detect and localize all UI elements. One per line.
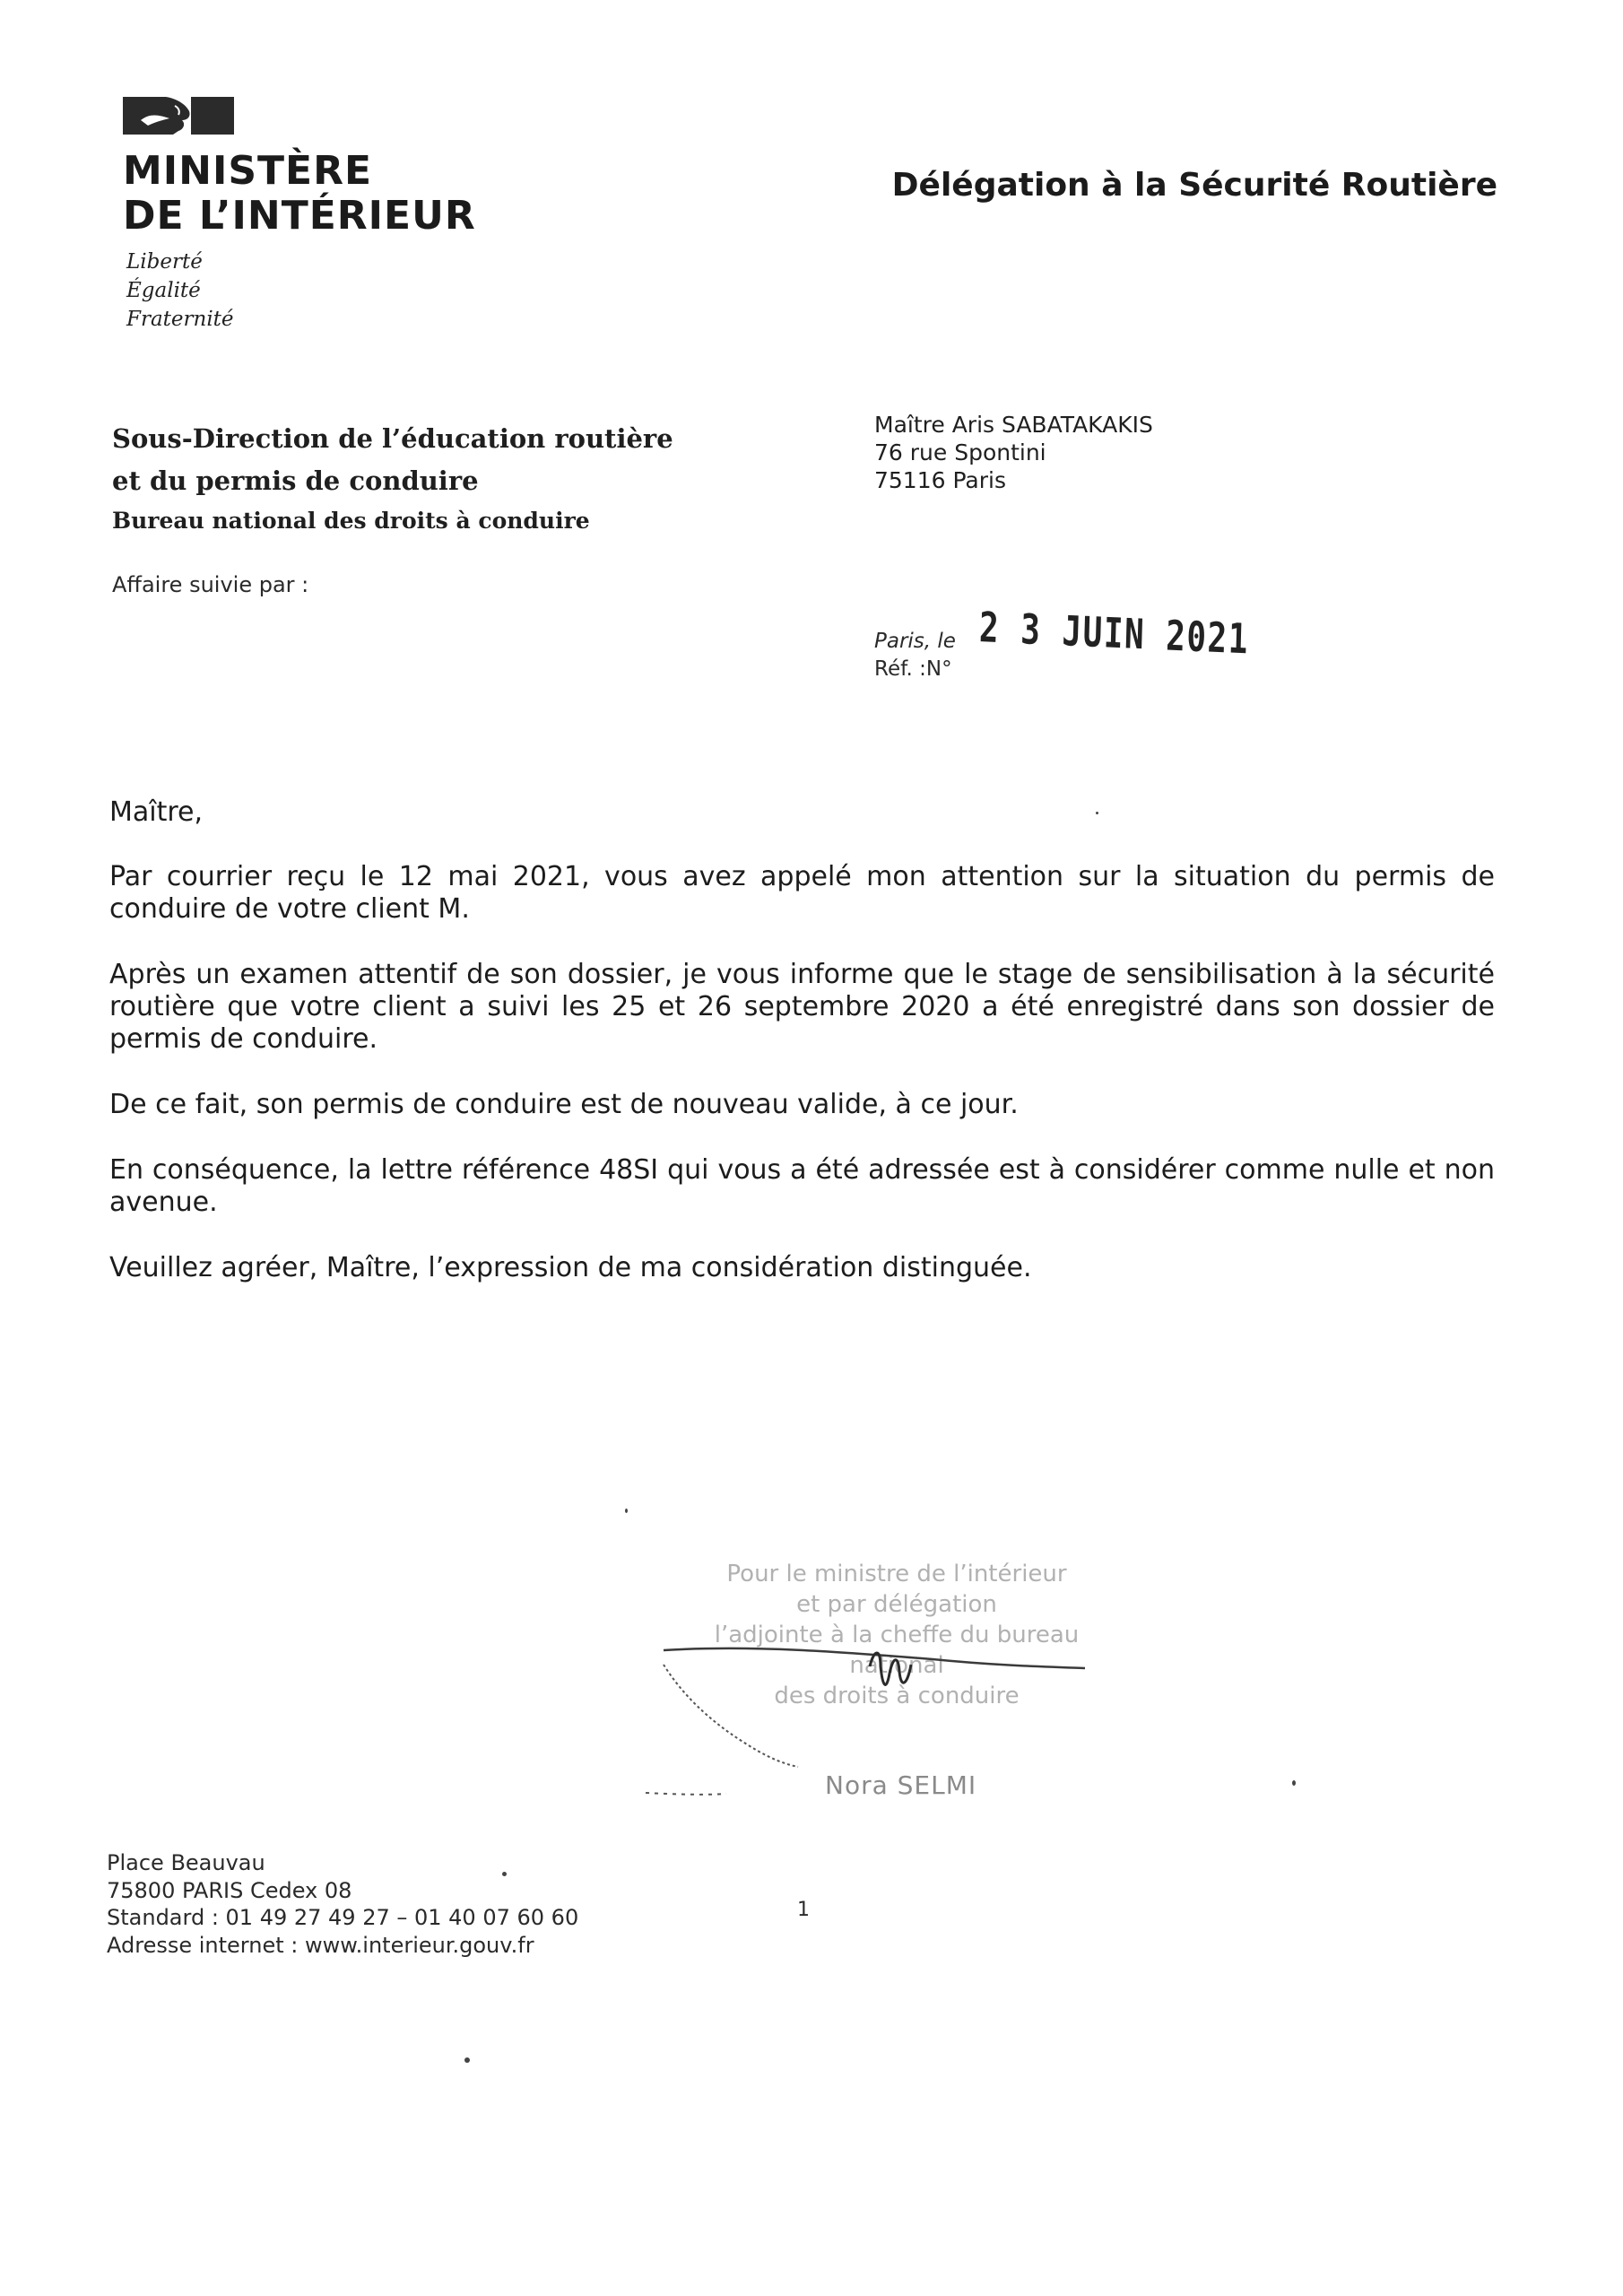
salutation: Maître, bbox=[109, 796, 204, 828]
stamp-line: Pour le ministre de l’intérieur bbox=[726, 1561, 1067, 1587]
signature-block bbox=[646, 1559, 1148, 1810]
marianne-logo-icon bbox=[123, 93, 234, 138]
motto-liberte: Liberté bbox=[126, 250, 203, 274]
stamp-line: l’adjointe à la cheffe du bureau national bbox=[714, 1622, 1080, 1679]
date-stamp: 2 3 JUIN 2021 bbox=[978, 603, 1250, 664]
footer-website: Adresse internet : www.interieur.gouv.fr bbox=[107, 1932, 534, 1958]
recipient-name: Maître Aris SABATAKAKIS bbox=[874, 412, 1153, 438]
body-paragraph: En conséquence, la lettre référence 48SI qui vous a été adressée est à considérer comme nulle et non avenue. bbox=[109, 1154, 1495, 1218]
body-paragraph: De ce fait, son permis de conduire est de nouveau valide, à ce jour. bbox=[109, 1089, 1019, 1120]
footer-line2: 75800 PARIS Cedex 08 bbox=[107, 1877, 352, 1903]
delegation-title: Délégation à la Sécurité Routière bbox=[891, 167, 1497, 204]
stamp-line: et par délégation bbox=[796, 1591, 997, 1618]
date-label: Paris, le bbox=[874, 630, 956, 653]
service-line3: Bureau national des droits à conduire bbox=[112, 508, 590, 534]
recipient-address bbox=[874, 411, 1153, 494]
body-paragraph: Après un examen attentif de son dossier, je vous informe que le stage de sensibilisation à la sécurité routière que votre client a suivi les 25 et 26 septembre 2020 a été enregistré dans son dossier de permis de conduire. bbox=[109, 959, 1495, 1055]
service-line1: Sous-Direction de l’éducation routière bbox=[112, 423, 673, 454]
republic-motto bbox=[126, 248, 234, 334]
affaire-suivie-label: Affaire suivie par : bbox=[112, 572, 309, 597]
scan-speck bbox=[464, 2057, 470, 2063]
ministry-name-line2: DE L’INTÉRIEUR bbox=[123, 193, 476, 239]
closing-formula: Veuillez agréer, Maître, l’expression de ma considération distinguée. bbox=[109, 1252, 1032, 1283]
footer-address bbox=[107, 1849, 578, 1959]
ministry-name-line1: MINISTÈRE bbox=[123, 148, 373, 194]
recipient-city: 75116 Paris bbox=[874, 467, 1006, 493]
recipient-street: 76 rue Spontini bbox=[874, 439, 1046, 465]
scan-speck bbox=[625, 1509, 628, 1513]
scan-speck bbox=[502, 1872, 507, 1876]
stamp-line: des droits à conduire bbox=[774, 1683, 1020, 1709]
ministry-name bbox=[123, 149, 476, 239]
service-block bbox=[112, 418, 673, 540]
scan-speck bbox=[1096, 812, 1098, 814]
service-line2: et du permis de conduire bbox=[112, 465, 479, 496]
ministry-logo bbox=[123, 93, 476, 344]
motto-fraternite: Fraternité bbox=[126, 308, 234, 331]
page-number: 1 bbox=[797, 1899, 810, 1921]
body-paragraph: Par courrier reçu le 12 mai 2021, vous avez appelé mon attention sur la situation du permis de conduire de votre client M. bbox=[109, 861, 1495, 925]
letter-body bbox=[109, 796, 1495, 1318]
reference-label: Réf. :N° bbox=[874, 657, 952, 681]
motto-egalite: Égalité bbox=[126, 279, 201, 302]
footer-line1: Place Beauvau bbox=[107, 1850, 265, 1875]
scan-speck bbox=[1292, 1780, 1296, 1786]
signatory-name: Nora SELMI bbox=[825, 1770, 977, 1800]
footer-standard: Standard : 01 49 27 49 27 – 01 40 07 60 60 bbox=[107, 1905, 579, 1930]
